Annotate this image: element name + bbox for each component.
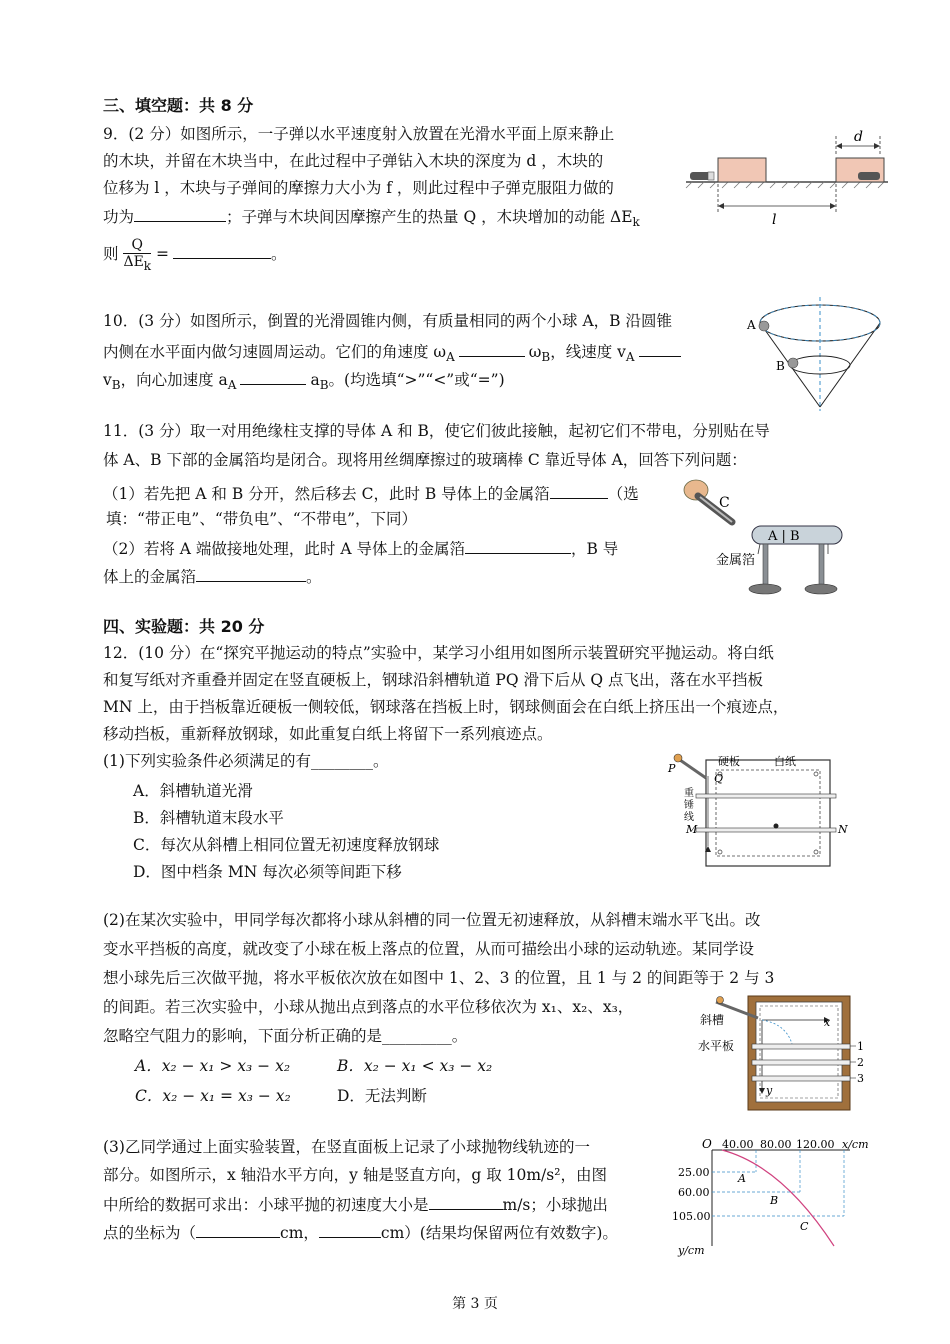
q10-line2: 内侧在水平面内做匀速圆周运动。它们的角速度 $\omega_A$ $\omega_B$，线速度 $v_A$ <box>103 340 681 367</box>
q12-part3-line4: 点的坐标为（ cm， cm）(结果均保留两位有效数字)。 <box>103 1221 618 1243</box>
block-initial <box>718 158 766 182</box>
label-3: 3 <box>857 1072 864 1085</box>
q12-plates-figure <box>696 994 866 1116</box>
q12-part2-option-A[interactable]: A．x₂ − x₁ > x₃ − x₂ <box>135 1057 291 1075</box>
q10-blank-accel[interactable] <box>240 368 306 385</box>
label-foil: 金属箔 <box>716 553 756 568</box>
q11-line3: （1）若先把 A 和 B 分开，然后移去 C，此时 B 导体上的金属箔 （选 <box>103 482 639 504</box>
q9-line5-prefix: 则 <box>103 245 119 263</box>
label-A: A <box>738 1172 746 1185</box>
q10-blank-omega[interactable] <box>459 340 525 357</box>
label-Q: Q <box>714 772 724 785</box>
q12-part2-option-D[interactable]: D．无法判断 <box>337 1087 427 1105</box>
q11-line5: （2）若将 A 端做接地处理，此时 A 导体上的金属箔 ，B 导 <box>103 537 618 559</box>
q12-option-B[interactable]: B．斜槽轨道末段水平 <box>133 809 284 827</box>
label-chute: 斜槽 <box>700 1013 725 1027</box>
label-x: x <box>824 1016 831 1029</box>
steel-ball <box>674 754 682 762</box>
label-AB: A | B <box>768 529 800 544</box>
q11-line4: 填：“带正电”、“带负电”、“不带电”，下同） <box>106 510 418 528</box>
plate-3 <box>752 1076 850 1081</box>
label-d: d <box>854 129 863 145</box>
q12-part2-line2: 变水平挡板的高度，就改变了小球在板上落点的位置，从而可描绘出小球的运动轨迹。某同学设 <box>103 940 755 958</box>
q9-frac-num: Q <box>123 237 151 254</box>
q9-blank-ratio[interactable] <box>173 242 271 259</box>
tick-y3: 105.00 <box>672 1210 711 1223</box>
label-plate: 水平板 <box>698 1039 735 1053</box>
q9-fraction <box>123 237 151 274</box>
q9-line2: 的木块，并留在木块当中，在此过程中子弹钻入木块的深度为 d ，木块的 <box>103 152 604 170</box>
q9-blank-work[interactable] <box>134 205 226 222</box>
q9-line4-suffix: ；子弹与木块间因摩擦产生的热量 Q ，木块增加的动能 ΔE <box>226 208 633 226</box>
section-title-fill-blank: 三、填空题：共 8 分 <box>103 96 254 115</box>
q12-blank-y-coord[interactable] <box>319 1221 381 1238</box>
page-number: 第 3 页 <box>452 1296 498 1312</box>
q12-apparatus-figure <box>668 750 848 872</box>
q10-blank-velocity[interactable] <box>639 340 681 357</box>
q9-equals: = <box>156 245 170 263</box>
ball-B <box>788 358 798 368</box>
q12-part3-line3: 中所给的数据可求出：小球平抛的初速度大小是 m/s；小球抛出 <box>103 1193 608 1215</box>
q11-line2: 体 A、B 下部的金属箔均是闭合。现将用丝绸摩擦过的玻璃棒 C 靠近导体 A，回答下列问题： <box>103 451 747 469</box>
q12-part2-line1: (2)在某次实验中，甲同学每次都将小球从斜槽的同一位置无初速释放，从斜槽末端水平飞出。改 <box>103 911 761 929</box>
label-ycm: y/cm <box>678 1244 705 1257</box>
label-l: l <box>772 212 777 228</box>
q11-conductor-figure <box>676 474 846 602</box>
q12-part3-line1: (3)乙同学通过上面实验装置，在竖直面板上记录了小球抛物线轨迹的一 <box>103 1138 590 1156</box>
baffle-MN <box>696 828 836 832</box>
q12-line1: 12．(10 分）在“探究平抛运动的特点”实验中，某学习小组用如图所示装置研究平抛运动。将白纸 <box>103 644 774 662</box>
hard-board <box>706 760 830 866</box>
q9-line5 <box>103 236 287 273</box>
q11-line6: 体上的金属箔 。 <box>103 565 322 587</box>
q10-line1: 10．(3 分）如图所示，倒置的光滑圆锥内侧，有质量相同的两个小球 A，B 沿圆锥 <box>103 312 672 330</box>
orbit-B <box>790 356 850 374</box>
label-N: N <box>838 823 848 836</box>
label-B: B <box>770 1194 779 1207</box>
label-C: C <box>719 495 730 511</box>
q9-line3: 位移为 l ，木块与子弹间的摩擦力大小为 f ，则此过程中子弹克服阻力做的 <box>103 179 614 197</box>
q12-part2-option-C[interactable]: C．x₂ − x₁ = x₃ − x₂ <box>135 1087 291 1105</box>
q12-trajectory-figure <box>672 1136 868 1258</box>
label-P: P <box>668 762 676 775</box>
q10-line3: $v_B$，向心加速度 $a_A$ $a_B$。(均选填“>”“<”或“=”) <box>103 368 505 395</box>
q12-option-D[interactable]: D．图中档条 MN 每次必须等间距下移 <box>133 863 402 881</box>
q12-line3: MN 上，由于挡板靠近硬板一侧较低，钢球落在挡板上时，钢球侧面会在白纸上挤压出一个痕迹点， <box>103 698 789 716</box>
label-plumb-1: 重 <box>684 788 694 799</box>
q12-part2-line5: 忽略空气阻力的影响，下面分析正确的是_________。 <box>103 1027 468 1045</box>
q9-line1: 9．(2 分）如图所示，一子弹以水平速度射入放置在光滑水平面上原来静止 <box>103 125 615 143</box>
q12-line4: 移动挡板，重新释放钢球，如此重复白纸上将留下一系列痕迹点。 <box>103 725 553 743</box>
q12-part3-line2: 部分。如图所示，x 轴沿水平方向，y 轴是竖直方向，g 取 10m/s²，由图 <box>103 1166 607 1184</box>
q11-line1: 11．(3 分）取一对用绝缘柱支撑的导体 A 和 B，使它们彼此接触，起初它们不带电，分别贴在导 <box>103 422 770 440</box>
ground-hatch <box>686 182 884 188</box>
q12-part2-line3: 想小球先后三次做平抛，将水平板依次放在如图中 1、2、3 的位置，且 1 与 2 的间距等于 2 与 3 <box>103 969 775 987</box>
q11-blank-2[interactable] <box>465 537 571 554</box>
q12-part1: (1)下列实验条件必须满足的有________。 <box>103 752 389 770</box>
plate-1 <box>752 1044 850 1049</box>
label-paper: 白纸 <box>774 755 796 768</box>
q11-blank-3[interactable] <box>196 565 306 582</box>
label-plumb-3: 线 <box>684 812 694 823</box>
label-C: C <box>800 1220 809 1233</box>
section-title-experiment: 四、实验题：共 20 分 <box>103 617 265 636</box>
q9-line4-sub: k <box>632 215 640 230</box>
tick-y1: 25.00 <box>678 1166 710 1179</box>
q12-blank-velocity[interactable] <box>429 1193 503 1210</box>
bullet-embedded <box>858 172 880 180</box>
tick-x1: 40.00 <box>722 1138 754 1151</box>
plate-2 <box>752 1060 850 1065</box>
q12-option-A[interactable]: A．斜槽轨道光滑 <box>133 782 253 800</box>
label-2: 2 <box>857 1056 864 1069</box>
q12-blank-x-coord[interactable] <box>196 1221 280 1238</box>
stand-left <box>749 584 781 594</box>
q9-line4 <box>103 205 640 232</box>
label-plumb-2: 锤 <box>684 800 694 811</box>
label-O: O <box>702 1137 712 1151</box>
label-B: B <box>776 359 785 373</box>
label-M: M <box>686 823 698 836</box>
q11-blank-1[interactable] <box>550 482 608 499</box>
q9-frac-den: $\Delta E_k$ <box>123 253 152 273</box>
q12-line2: 和复写纸对齐重叠并固定在竖直硬板上，钢球沿斜槽轨道 PQ 滑下后从 Q 点飞出，落在水平挡板 <box>103 671 764 689</box>
q9-line4-prefix: 功为 <box>103 208 135 226</box>
tick-x2: 80.00 <box>760 1138 792 1151</box>
tick-y2: 60.00 <box>678 1186 710 1199</box>
tick-x3: 120.00 <box>796 1138 835 1151</box>
label-1: 1 <box>857 1040 864 1053</box>
ball-A <box>759 321 769 331</box>
q12-part2-option-B[interactable]: B．x₂ − x₁ < x₃ − x₂ <box>337 1057 493 1075</box>
label-xcm: x/cm <box>842 1138 869 1151</box>
q10-cone-figure <box>740 293 890 411</box>
stand-right <box>805 584 837 594</box>
q9-bullet-block-figure <box>682 128 892 226</box>
label-y: y <box>766 1084 773 1097</box>
label-A: A <box>747 318 756 332</box>
q12-part2-line4: 的间距。若三次实验中，小球从抛出点到落点的水平位移依次为 x₁、x₂、x₃， <box>103 998 634 1016</box>
q9-line5-end: 。 <box>271 245 287 263</box>
q12-option-C[interactable]: C．每次从斜槽上相同位置无初速度释放钢球 <box>133 836 440 854</box>
label-board: 硬板 <box>718 755 740 768</box>
